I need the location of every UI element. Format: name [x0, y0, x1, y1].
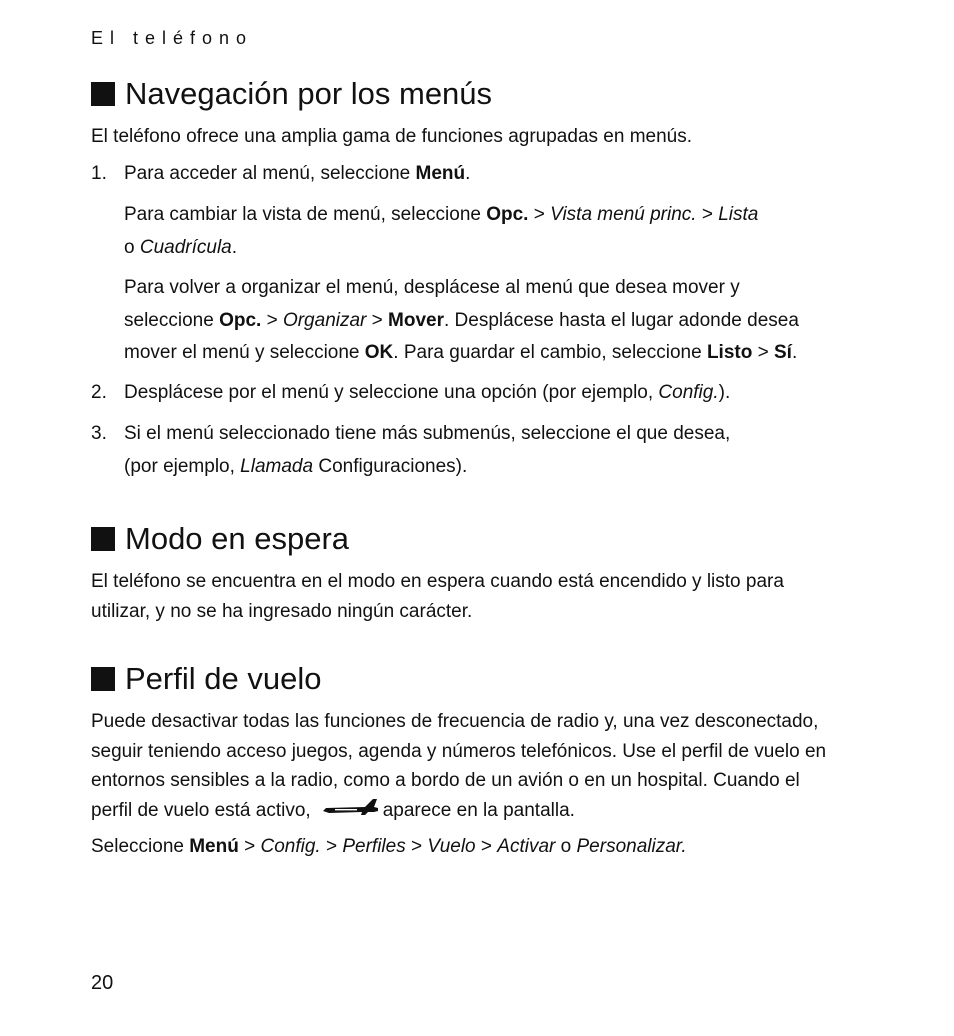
heading-text: Modo en espera: [125, 521, 350, 556]
navegacion-intro: El teléfono ofrece una amplia gama de funciones agrupadas en menús.: [91, 126, 693, 147]
step-number: 1.: [91, 163, 107, 184]
step-number: 3.: [91, 423, 107, 444]
page-number: 20: [91, 972, 114, 994]
vuelo-menu-path: Seleccione Menú > Config. > Perfiles > Vuelo > Activar o Personalizar.: [91, 836, 687, 857]
heading-square-icon: [91, 82, 115, 106]
espera-body: El teléfono se encuentra en el modo en espera cuando está encendido y listo para utilizar, y no se ha ingresado ningún carácter.: [91, 571, 784, 622]
step-1-sub-organizar: Para volver a organizar el menú, desplácese al menú que desea mover y seleccione Opc. > Organizar > Mover. Desplácese hasta el lugar adonde desea mover el menú y seleccione OK. Para guardar el cambio, seleccione Listo > Sí.: [124, 277, 799, 363]
step-2-text: Desplácese por el menú y seleccione una opción (por ejemplo, Config.).: [124, 382, 731, 403]
step-1-text: Para acceder al menú, seleccione Menú.: [124, 163, 471, 184]
heading-square-icon: [91, 527, 115, 551]
section-heading-vuelo: [91, 661, 321, 697]
heading-text: Navegación por los menús: [125, 76, 493, 111]
heading-text: Perfil de vuelo: [125, 661, 322, 696]
airplane-icon: [321, 798, 379, 830]
step-1-sub-vista: Para cambiar la vista de menú, seleccione Opc. > Vista menú princ. > Lista o Cuadrícula.: [124, 204, 759, 258]
step-number: 2.: [91, 382, 107, 403]
section-heading-navegacion: [91, 76, 492, 112]
step-3-text: Si el menú seleccionado tiene más submenús, seleccione el que desea, (por ejemplo, Llamada Configuraciones).: [124, 423, 731, 477]
running-header: El teléfono: [91, 28, 254, 48]
vuelo-body: Puede desactivar todas las funciones de frecuencia de radio y, una vez desconectado, seguir teniendo acceso juegos, agenda y números telefónicos. Use el perfil de vuelo en entornos sensibles a la radio, como a bordo de un avión o en un hospital. Cuando el perfil de vuelo está activo, aparece en la pantalla.: [91, 707, 831, 829]
section-heading-espera: [91, 521, 349, 557]
heading-square-icon: [91, 667, 115, 691]
